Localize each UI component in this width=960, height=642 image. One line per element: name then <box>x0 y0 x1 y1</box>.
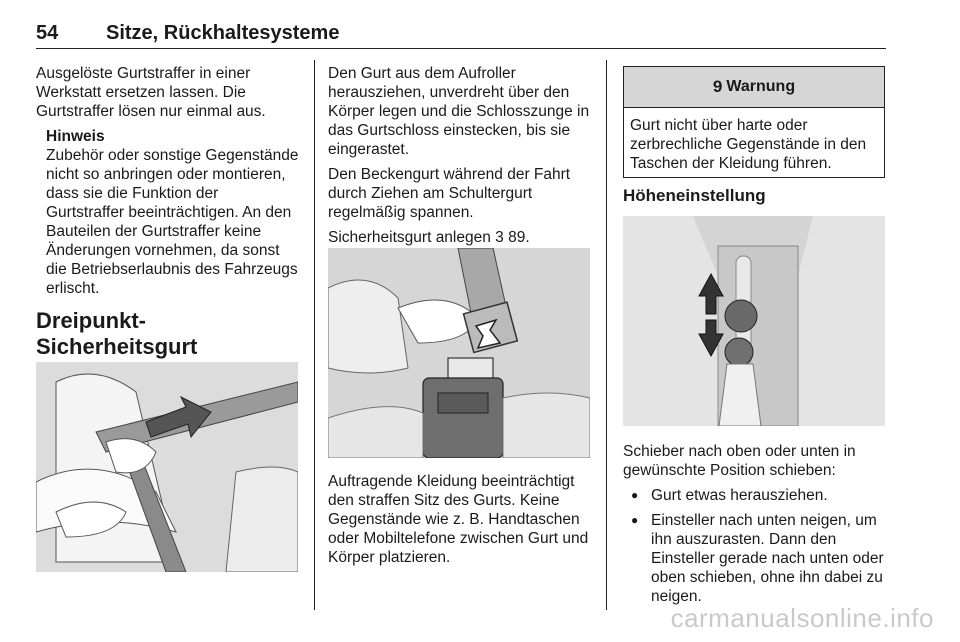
note-text: Zubehör oder sonstige Gegenstände nicht so anbringen oder montieren, dass sie die Funktion der Gurtstraffer beeinträchtigen. An den Bauteilen der Gurtstraffer keine Änderungen vornehmen, da sonst die Betriebserlaubnis des Fahrzeugs erlischt. <box>46 147 299 297</box>
warning-header <box>624 67 884 108</box>
chapter-title: Sitze, Rückhaltesysteme <box>106 22 340 44</box>
subsection-heading: Höheneinstellung <box>623 186 766 205</box>
column-middle-lower <box>328 472 592 573</box>
buckle-insertion-illustration <box>328 248 590 458</box>
warning-text: Gurt nicht über harte oder zerbrechliche Gegenstände in den Taschen der Kleidung führen. <box>630 117 867 172</box>
reference-text: Sicherheitsgurt anlegen <box>328 229 491 246</box>
height-adjuster-illustration <box>623 216 885 426</box>
column-divider <box>606 60 607 610</box>
section-heading: Dreipunkt-Sicherheitsgurt <box>36 308 198 359</box>
list-item: ● Gurt etwas herausziehen. <box>623 486 889 505</box>
warning-title: Warnung <box>726 78 796 95</box>
column-left <box>36 64 300 398</box>
note-title: Hinweis <box>46 128 105 145</box>
page-header <box>36 18 886 49</box>
instruction-list <box>623 486 889 606</box>
list-item: ● Einsteller nach unten neigen, um ihn auszurasten. Dann den Einsteller gerade nach unten oder oben schieben, ohne ihn dabei zu neigen. <box>623 511 889 606</box>
cross-reference <box>328 228 592 247</box>
note-block <box>46 127 300 298</box>
page-number: 54 <box>36 22 59 44</box>
watermark: carmanualsonline.info <box>670 603 934 633</box>
column-right-heading <box>623 186 885 214</box>
paragraph: Schieber nach oben oder unten in gewünschte Position schieben: <box>623 443 856 479</box>
paragraph: Den Gurt aus dem Aufroller herausziehen, unverdreht über den Körper legen und die Schlosszunge in das Gurtschloss einstecken, bis sie eingerastet. <box>328 65 590 158</box>
seatbelt-fastening-illustration <box>36 362 298 572</box>
paragraph: Auftragende Kleidung beeinträchtigt den straffen Sitz des Gurts. Keine Gegenstände wie z. B. Handtaschen oder Mobiltelefone zwischen Gurt und Körper platzieren. <box>328 473 589 566</box>
paragraph: Den Beckengurt während der Fahrt durch Ziehen am Schultergurt regelmäßig spannen. <box>328 166 571 221</box>
intro-paragraph: Ausgelöste Gurtstraffer in einer Werkstatt ersetzen lassen. Die Gurtstraffer lösen nur einmal aus. <box>36 65 266 120</box>
page-reference: 3 89. <box>495 229 530 246</box>
column-right-lower <box>623 442 889 612</box>
warning-icon: 9 <box>712 77 723 96</box>
column-middle <box>328 64 592 253</box>
warning-box <box>623 66 885 178</box>
column-divider <box>314 60 315 610</box>
